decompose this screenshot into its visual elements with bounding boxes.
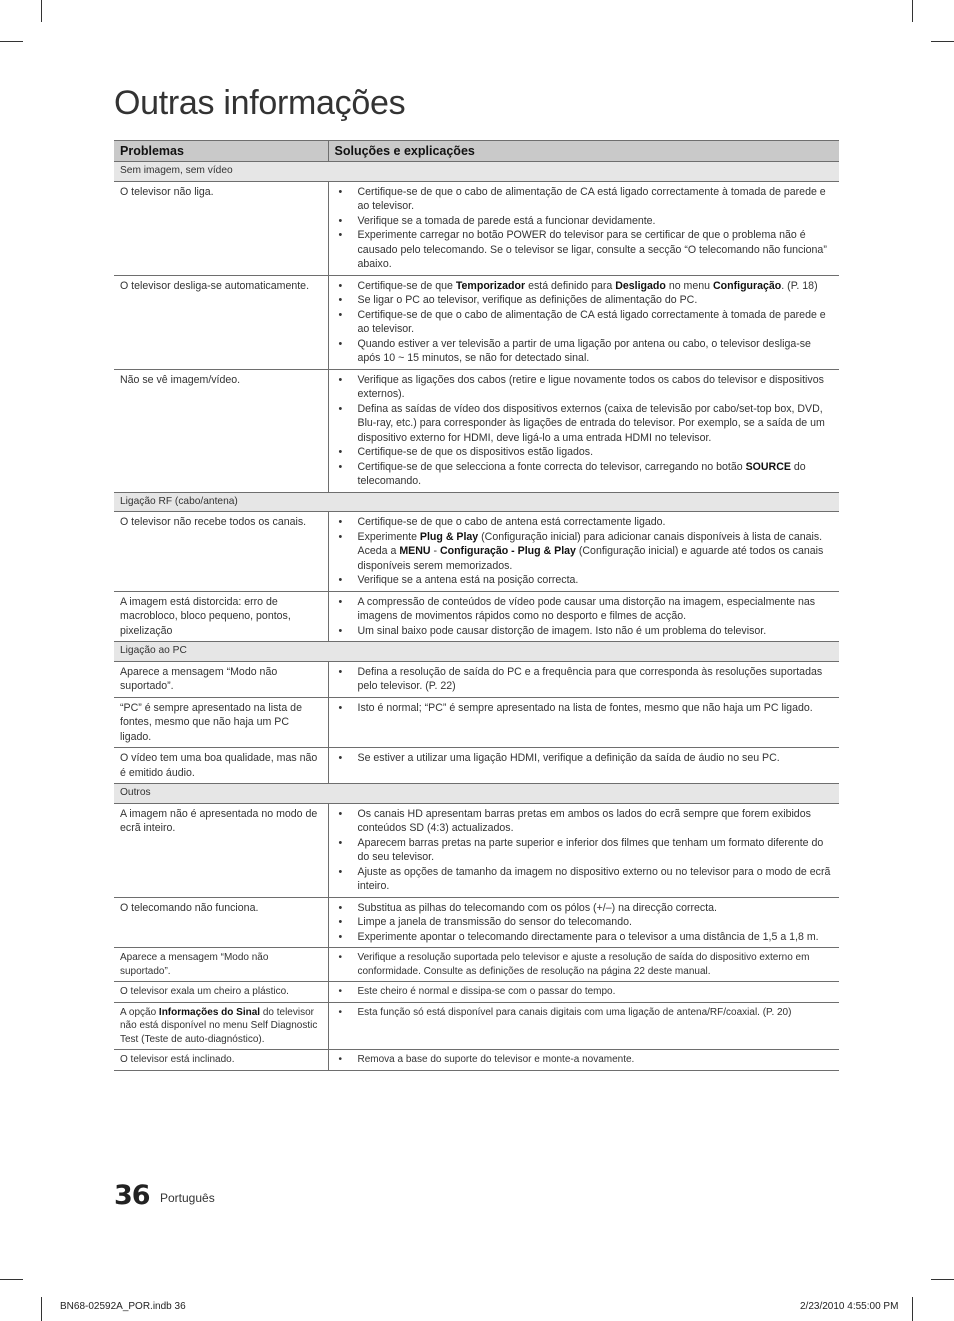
emphasis-term: Desligado — [615, 279, 666, 292]
page-number: 36 — [114, 1180, 150, 1211]
problem-cell: A imagem não é apresentada no modo de ecrã inteiro. — [114, 803, 328, 897]
solution-list — [335, 985, 836, 999]
solution-cell — [328, 982, 839, 1003]
solution-cell — [328, 948, 839, 982]
list-item: • Esta função só está disponível para canais digitais com uma ligação de antena/RF/coaxial. (P. 20) — [335, 1006, 836, 1020]
solution-cell — [328, 748, 839, 784]
section-row — [114, 162, 839, 182]
section-label: Outros — [114, 784, 839, 804]
table-row — [114, 748, 839, 784]
emphasis-term: Configuração — [713, 279, 782, 292]
list-item: • Se ligar o PC ao televisor, verifique as definições de alimentação do PC. — [335, 293, 836, 308]
solution-cell — [328, 1050, 839, 1071]
list-item: • Quando estiver a ver televisão a partir de uma ligação por antena ou cabo, o televisor desliga-se após 10 ~ 15 minutos, se não for detectado sinal. — [335, 337, 836, 366]
list-item: • Verifique se a antena está na posição correcta. — [335, 573, 836, 588]
section-row — [114, 642, 839, 662]
page-language: Português — [160, 1191, 215, 1205]
crop-mark — [0, 41, 23, 42]
list-item: • Certifique-se de que o cabo de alimentação de CA está ligado correctamente à tomada de parede e ao televisor. — [335, 185, 836, 214]
table-row — [114, 897, 839, 948]
footer-file: BN68-02592A_POR.indb 36 — [60, 1301, 186, 1312]
table-row — [114, 512, 839, 592]
solution-list — [335, 1006, 836, 1020]
list-item: • Verifique se a tomada de parede está a funcionar devidamente. — [335, 214, 836, 229]
problem-cell: O televisor não recebe todos os canais. — [114, 512, 328, 592]
list-item: • Certifique-se de que o cabo de alimentação de CA está ligado correctamente à tomada de parede e ao televisor. — [335, 308, 836, 337]
solution-list — [335, 1053, 836, 1067]
solution-cell — [328, 1002, 839, 1050]
list-item: • Certifique-se de que os dispositivos estão ligados. — [335, 445, 836, 460]
list-item: • Experimente Plug & Play (Configuração inicial) para adicionar canais disponíveis à lista de canais. Aceda a MENU - Configuração - Plug & Play (Configuração inicial) e aguarde até todos os canais disponíveis serem memorizados. — [335, 530, 836, 574]
emphasis-term: SOURCE — [745, 460, 791, 473]
list-item: • Certifique-se de que selecciona a fonte correcta do televisor, carregando no botão SOURCE do telecomando. — [335, 460, 836, 489]
solution-cell — [328, 181, 839, 275]
solution-list — [335, 901, 836, 945]
list-item: • Certifique-se de que o cabo de antena está correctamente ligado. — [335, 515, 836, 530]
list-item: • Ajuste as opções de tamanho da imagem no dispositivo externo ou no televisor para o modo de ecrã inteiro. — [335, 865, 836, 894]
problem-cell: O televisor está inclinado. — [114, 1050, 328, 1071]
problem-cell: O televisor não liga. — [114, 181, 328, 275]
section-label: Ligação RF (cabo/antena) — [114, 492, 839, 512]
crop-mark — [931, 41, 954, 42]
table-row — [114, 1050, 839, 1071]
list-item: • A compressão de conteúdos de vídeo pode causar uma distorção na imagem, especialmente nas imagens de movimentos rápidos como no desporto e filmes de acção. — [335, 595, 836, 624]
crop-mark — [0, 1279, 23, 1280]
problem-cell: “PC” é sempre apresentado na lista de fontes, mesmo que não haja um PC ligado. — [114, 697, 328, 748]
emphasis-term: Configuração - Plug & Play — [439, 545, 576, 557]
crop-mark — [41, 1297, 42, 1321]
table-row — [114, 803, 839, 897]
solution-list — [335, 595, 836, 639]
emphasis-term: Plug & Play — [419, 530, 479, 543]
section-label: Ligação ao PC — [114, 642, 839, 662]
table-header-row — [114, 141, 839, 162]
solution-cell — [328, 512, 839, 592]
section-label: Sem imagem, sem vídeo — [114, 162, 839, 182]
section-row — [114, 784, 839, 804]
table-body — [114, 162, 839, 1071]
solution-cell — [328, 661, 839, 697]
problem-cell: O televisor desliga-se automaticamente. — [114, 275, 328, 369]
crop-mark — [41, 0, 42, 22]
solution-list — [335, 185, 836, 272]
list-item: • Substitua as pilhas do telecomando com os pólos (+/–) na direcção correcta. — [335, 901, 836, 916]
troubleshooting-table — [114, 140, 839, 1071]
table-row — [114, 948, 839, 982]
list-item: • Isto é normal; “PC” é sempre apresentado na lista de fontes, mesmo que não haja um PC ligado. — [335, 701, 836, 716]
list-item: • Este cheiro é normal e dissipa-se com o passar do tempo. — [335, 985, 836, 999]
solution-cell — [328, 803, 839, 897]
problem-cell: A opção Informações do Sinal do televisor não está disponível no menu Self Diagnostic Test (Teste de auto-diagnóstico). — [114, 1002, 328, 1050]
header-solutions: Soluções e explicações — [328, 141, 839, 162]
list-item: • Certifique-se de que Temporizador está definido para Desligado no menu Configuração. (P. 18) — [335, 279, 836, 294]
solution-list — [335, 373, 836, 489]
table-row — [114, 1002, 839, 1050]
list-item: • Se estiver a utilizar uma ligação HDMI, verifique a definição da saída de áudio no seu PC. — [335, 751, 836, 766]
problem-cell: O televisor exala um cheiro a plástico. — [114, 982, 328, 1003]
solution-list — [335, 951, 836, 978]
table-row — [114, 181, 839, 275]
solution-list — [335, 665, 836, 694]
crop-mark — [912, 1297, 913, 1321]
list-item: • Verifique as ligações dos cabos (retire e ligue novamente todos os cabos do televisor e dispositivos externos). — [335, 373, 836, 402]
solution-list — [335, 807, 836, 894]
emphasis-term: Temporizador — [455, 279, 526, 292]
emphasis-term: MENU — [399, 545, 431, 557]
table-row — [114, 982, 839, 1003]
table-row — [114, 275, 839, 369]
problem-cell: Aparece a mensagem “Modo não suportado”. — [114, 661, 328, 697]
solution-cell — [328, 369, 839, 492]
list-item: • Experimente carregar no botão POWER do televisor para se certificar de que o problema não é causado pelo telecomando. Se o televisor se ligar, consulte a secção “O telecomando não funciona” abaixo. — [335, 228, 836, 272]
list-item: • Defina as saídas de vídeo dos dispositivos externos (caixa de televisão por cabo/set-top box, DVD, Blu-ray, etc.) para corresponder às ligações de entrada do televisor. Por exemplo, se a saída de um dispositivo externo for HDMI, deve ligá-lo a uma entrada HDMI no televisor. — [335, 402, 836, 446]
problem-cell: A imagem está distorcida: erro de macrobloco, bloco pequeno, pontos, pixelização — [114, 591, 328, 642]
crop-mark — [931, 1279, 954, 1280]
solution-list — [335, 279, 836, 366]
table-row — [114, 591, 839, 642]
section-row — [114, 492, 839, 512]
solution-cell — [328, 591, 839, 642]
problem-cell: Não se vê imagem/vídeo. — [114, 369, 328, 492]
table-row — [114, 697, 839, 748]
solution-list — [335, 701, 836, 716]
emphasis-term: Informações do Sinal — [158, 1006, 261, 1018]
problem-cell: O vídeo tem uma boa qualidade, mas não é emitido áudio. — [114, 748, 328, 784]
list-item: • Limpe a janela de transmissão do sensor do telecomando. — [335, 915, 836, 930]
list-item: • Defina a resolução de saída do PC e a frequência para que corresponda às resoluções suportadas pelo televisor. (P. 22) — [335, 665, 836, 694]
solution-cell — [328, 275, 839, 369]
problem-cell: Aparece a mensagem “Modo não suportado”. — [114, 948, 328, 982]
footer-datetime: 2/23/2010 4:55:00 PM — [800, 1301, 899, 1312]
solution-list — [335, 515, 836, 588]
table-row — [114, 369, 839, 492]
header-problems: Problemas — [114, 141, 328, 162]
problem-cell: O telecomando não funciona. — [114, 897, 328, 948]
crop-mark — [912, 0, 913, 22]
solution-list — [335, 751, 836, 766]
list-item: • Aparecem barras pretas na parte superior e inferior dos filmes que tenham um formato diferente do do seu televisor. — [335, 836, 836, 865]
list-item: • Um sinal baixo pode causar distorção de imagem. Isto não é um problema do televisor. — [335, 624, 836, 639]
table-row — [114, 661, 839, 697]
page-title: Outras informações — [114, 84, 406, 122]
list-item: • Verifique a resolução suportada pelo televisor e ajuste a resolução de saída do dispositivo externo em conformidade. Consulte as definições de resolução na página 22 deste manual. — [335, 951, 836, 978]
solution-cell — [328, 897, 839, 948]
solution-cell — [328, 697, 839, 748]
list-item: • Experimente apontar o telecomando directamente para o televisor a uma distância de 1,5 a 1,8 m. — [335, 930, 836, 945]
list-item: • Os canais HD apresentam barras pretas em ambos os lados do ecrã sempre que forem exibidos conteúdos SD (4:3) actualizados. — [335, 807, 836, 836]
list-item: • Remova a base do suporte do televisor e monte-a novamente. — [335, 1053, 836, 1067]
